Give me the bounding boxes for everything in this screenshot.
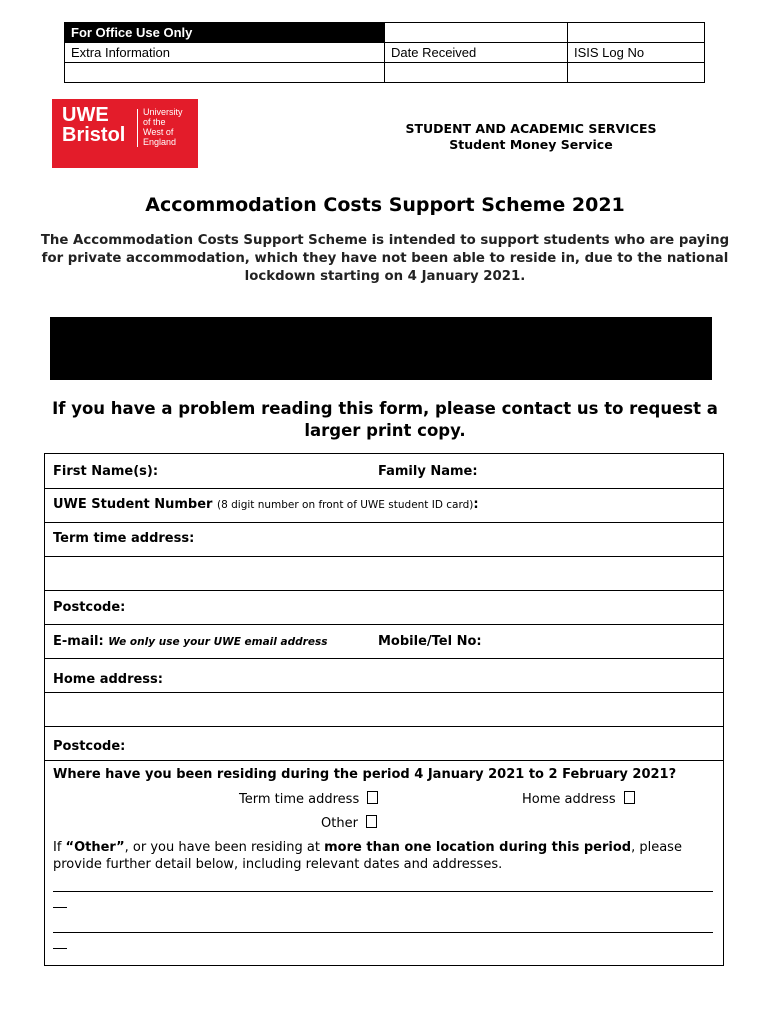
office-header: For Office Use Only xyxy=(65,23,385,43)
office-col-isis: ISIS Log No xyxy=(568,43,705,63)
detail-line-2[interactable] xyxy=(53,932,713,933)
email-label: E-mail: xyxy=(53,634,104,649)
email-note: We only use your UWE email address xyxy=(108,636,328,648)
redacted-block xyxy=(50,317,712,380)
office-cell-extra[interactable] xyxy=(65,63,385,83)
home-address-label: Home address: xyxy=(53,672,163,687)
home-address-field[interactable] xyxy=(45,693,723,727)
uwe-logo: UWE Bristol University of the West of England xyxy=(52,99,198,168)
student-number-label: UWE Student Number xyxy=(53,497,213,512)
term-address-field[interactable] xyxy=(45,557,723,591)
mobile-label: Mobile/Tel No: xyxy=(378,634,482,649)
home-postcode-label: Postcode: xyxy=(53,739,126,754)
department-heading: STUDENT AND ACADEMIC SERVICES Student Money Service xyxy=(405,121,657,152)
term-time-checkbox[interactable] xyxy=(367,791,378,804)
office-cell-isis[interactable] xyxy=(568,63,705,83)
family-name-label: Family Name: xyxy=(378,464,478,479)
intro-text: The Accommodation Costs Support Scheme is intended to support students who are paying for private accommodation, which they have not been able to reside in, due to the national lockdown starting on 4 January 2021. xyxy=(40,233,730,284)
detail-instructions: If “Other”, or you have been residing at more than one location during this period, please provide further detail below, including relevant dates and addresses. xyxy=(53,840,682,872)
student-number-note: (8 digit number on front of UWE student ID card) xyxy=(217,499,474,511)
option-home[interactable]: Home address xyxy=(522,791,635,807)
home-address-row[interactable] xyxy=(45,659,723,693)
option-term-time[interactable]: Term time address xyxy=(239,791,378,807)
page-title: Accommodation Costs Support Scheme 2021 xyxy=(145,194,625,216)
student-number-row[interactable]: UWE Student Number (8 digit number on front of UWE student ID card): xyxy=(45,489,723,523)
office-cell-date[interactable] xyxy=(385,63,568,83)
office-use-table xyxy=(64,22,705,83)
term-address-row[interactable] xyxy=(45,523,723,557)
large-print-notice: If you have a problem reading this form, please contact us to request a larger print copy. xyxy=(52,399,718,440)
contact-row[interactable] xyxy=(45,625,723,659)
application-form xyxy=(44,453,724,966)
office-col-extra: Extra Information xyxy=(65,43,385,63)
residence-question: Where have you been residing during the period 4 January 2021 to 2 February 2021? xyxy=(53,767,677,782)
home-postcode-row[interactable] xyxy=(45,727,723,761)
other-checkbox[interactable] xyxy=(366,815,377,828)
term-postcode-row[interactable] xyxy=(45,591,723,625)
option-other[interactable]: Other xyxy=(321,815,377,831)
home-checkbox[interactable] xyxy=(624,791,635,804)
first-name-label: First Name(s): xyxy=(53,464,159,479)
term-address-label: Term time address: xyxy=(53,531,195,546)
office-col-date: Date Received xyxy=(385,43,568,63)
name-row[interactable] xyxy=(45,454,723,489)
detail-line-1[interactable] xyxy=(53,891,713,892)
term-postcode-label: Postcode: xyxy=(53,600,126,615)
